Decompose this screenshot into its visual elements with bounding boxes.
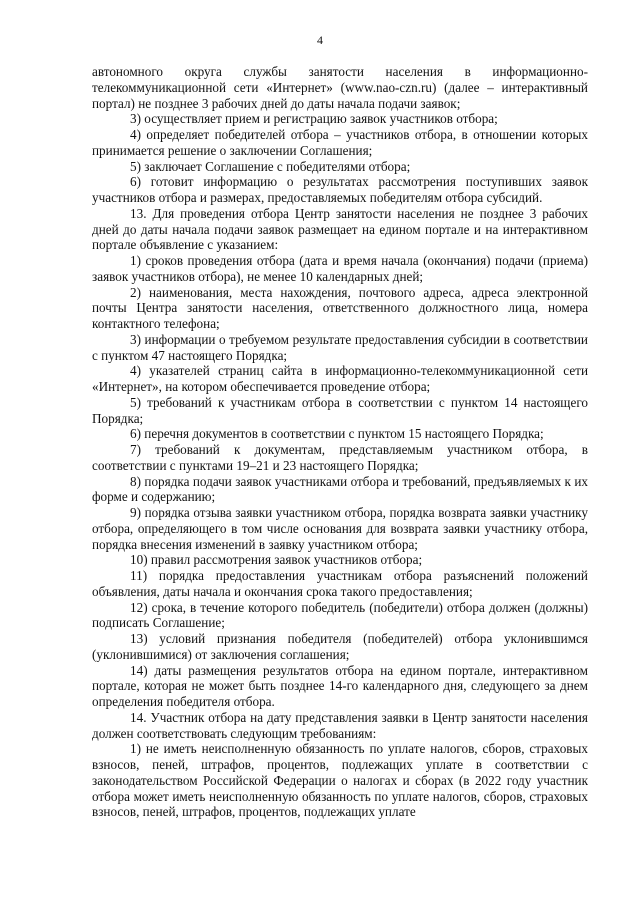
section-paragraph: 14. Участник отбора на дату представления заявки в Центр занятости населения должен соответствовать следующим требованиям: xyxy=(92,709,588,741)
list-item: 5) заключает Соглашение с победителями отбора; xyxy=(130,158,411,174)
list-item: 10) правил рассмотрения заявок участников отбора; xyxy=(130,552,423,568)
list-item: 8) порядка подачи заявок участниками отбора и требований, предъявляемых к их форме и содержанию; xyxy=(92,473,588,505)
list-item: 3) осуществляет прием и регистрацию заявок участников отбора; xyxy=(130,111,498,127)
list-item: 5) требований к участникам отбора в соответствии с пунктом 14 настоящего Порядка; xyxy=(92,394,588,426)
list-item: 7) требований к документам, представляемым участником отбора, в соответствии с пунктами 19–21 и 23 настоящего Порядка; xyxy=(92,442,588,473)
list-item: 2) наименования, места нахождения, почтового адреса, адреса электронной почты Центра занятости населения, ответственного должностного лица, номера контактного телефона; xyxy=(92,284,588,331)
document-body xyxy=(92,64,588,820)
list-item: 1) не иметь неисполненную обязанность по уплате налогов, сборов, страховых взносов, пеней, штрафов, процентов, подлежащих уплате в соответствии с законодательством Российской Федерации о налогах и сборах (в 2022 году участник отбора может иметь неисполненную обязанность по уплате налогов, сборов, страховых взносов, пеней, штрафов, процентов, подлежащих уплате xyxy=(92,741,588,820)
paragraph-continuation: автономного округа службы занятости населения в информационно-телекоммуникационной сети «Интернет» (www.nao-czn.ru) (далее – интерактивный портал) не позднее 3 рабочих дней до даты начала подачи заявок; xyxy=(92,64,588,111)
page-number: 4 xyxy=(317,33,323,47)
list-item: 6) перечня документов в соответствии с пунктом 15 настоящего Порядка; xyxy=(130,426,544,442)
list-item: 9) порядка отзыва заявки участником отбора, порядка возврата заявки участнику отбора, определяющего в том числе основания для возврата заявки участнику отбора, порядка внесения изменений в заявку участником отбора; xyxy=(92,505,588,552)
list-item: 12) срока, в течение которого победитель (победители) отбора должен (должны) подписать Соглашение; xyxy=(92,599,588,631)
list-item: 4) указателей страниц сайта в информационно-телекоммуникационной сети «Интернет», на котором обеспечивается проведение отбора; xyxy=(92,363,588,394)
list-item: 6) готовит информацию о результатах рассмотрения поступивших заявок участников отбора и размерах, предоставляемых победителям отбора субсидий. xyxy=(92,174,588,205)
list-item: 11) порядка предоставления участникам отбора разъяснений положений объявления, даты начала и окончания срока такого предоставления; xyxy=(92,568,588,599)
list-item: 13) условий признания победителя (победителей) отбора уклонившимся (уклонившимися) от заключения соглашения; xyxy=(92,631,588,662)
list-item: 3) информации о требуемом результате предоставления субсидии в соответствии с пунктом 47 настоящего Порядка; xyxy=(92,331,588,363)
list-item: 1) сроков проведения отбора (дата и время начала (окончания) подачи (приема) заявок участников отбора), не менее 10 календарных дней; xyxy=(92,253,588,284)
list-item: 14) даты размещения результатов отбора на едином портале, интерактивном портале, которая не может быть позднее 14-го календарного дня, следующего за днем определения победителя отбора. xyxy=(92,662,588,709)
list-item: 4) определяет победителей отбора – участников отбора, в отношении которых принимается решение о заключении Соглашения; xyxy=(92,127,588,158)
section-paragraph: 13. Для проведения отбора Центр занятости населения не позднее 3 рабочих дней до даты начала подачи заявок размещает на едином портале и на интерактивном портале объявление с указанием: xyxy=(92,205,588,253)
